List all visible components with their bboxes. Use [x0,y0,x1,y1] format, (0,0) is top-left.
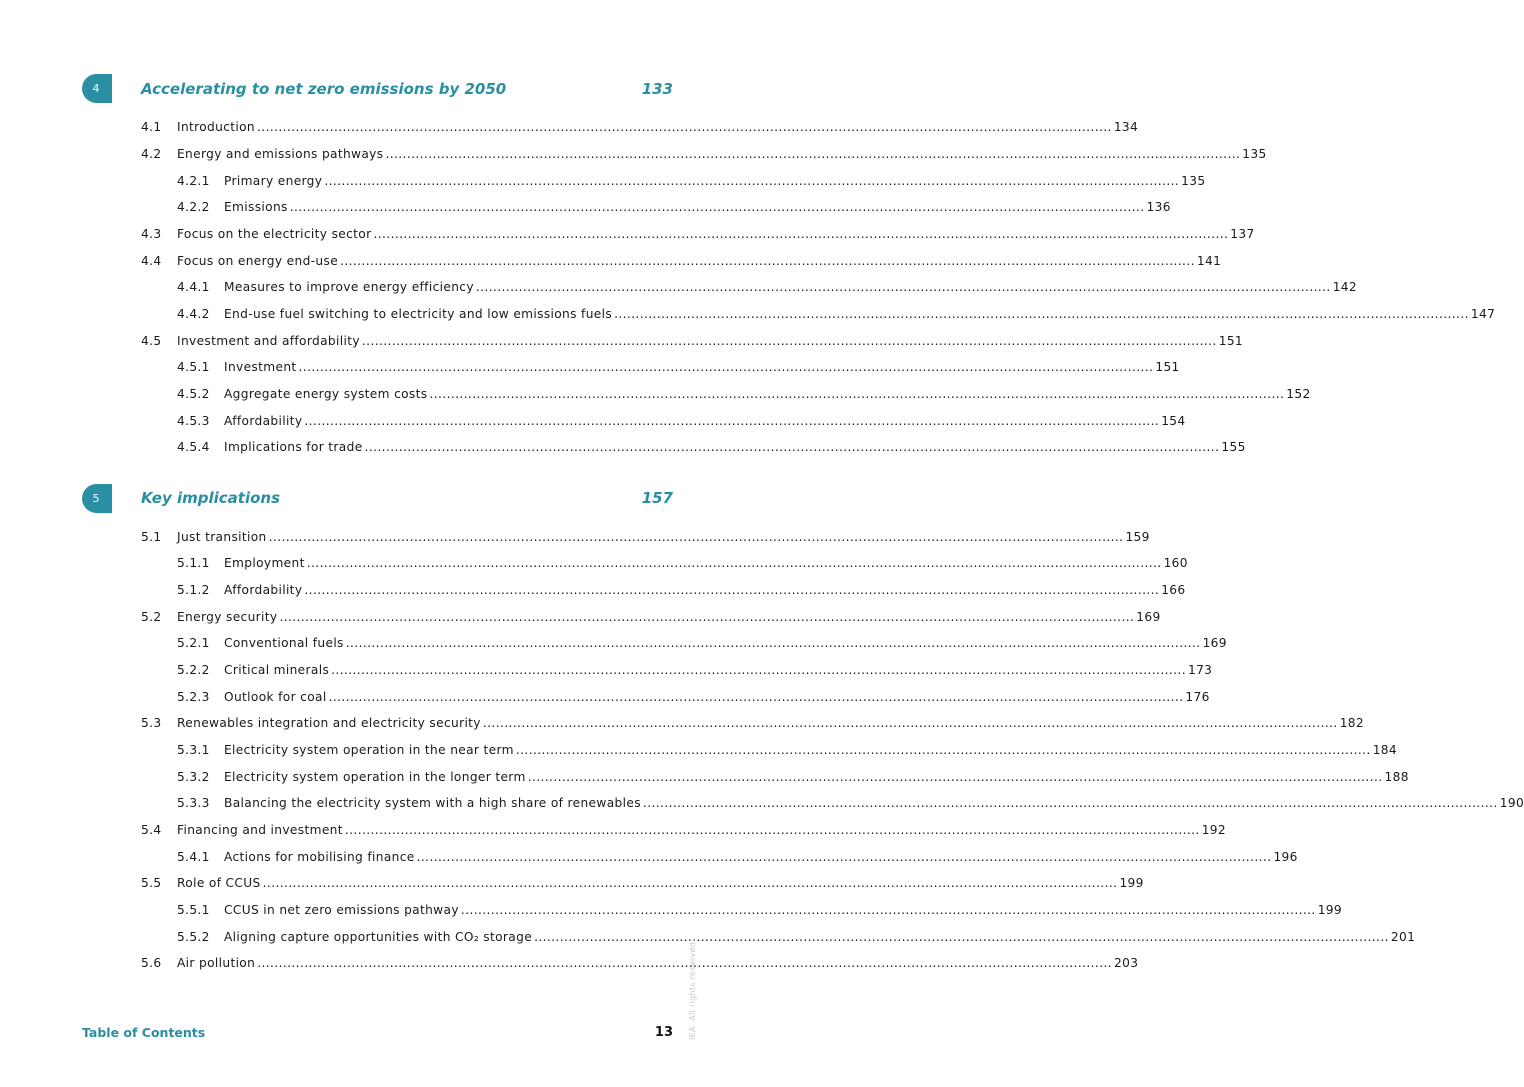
toc-entry[interactable] [177,306,1496,322]
section-number: 5.2 [141,610,162,624]
section-page: 199 [1119,876,1144,890]
dot-leader: ........................................................................................................................................................................................................ [385,147,1241,161]
section-number: 5.1 [141,530,162,544]
toc-entry[interactable] [177,902,1343,918]
section-number: 4.1 [141,120,162,134]
chapter-page-number: 157 [641,489,673,507]
section-title: End-use fuel switching to electricity and low emissions fuels [224,307,613,321]
footer-page-number: 13 [654,1025,673,1040]
section-page: 166 [1161,583,1186,597]
section-page: 196 [1273,850,1298,864]
section-number: 5.5 [141,876,162,890]
section-title: Electricity system operation in the near term [224,743,514,757]
dot-leader: ........................................................................................................................................................................................................ [475,280,1331,294]
dot-leader: ........................................................................................................................................................................................................ [345,636,1201,650]
section-number: 5.2.3 [177,690,210,704]
toc-entry[interactable] [177,279,1358,295]
section-title: Renewables integration and electricity security [177,716,481,730]
toc-entry[interactable] [141,253,1222,269]
section-title: Air pollution [177,956,256,970]
dot-leader: ........................................................................................................................................................................................................ [324,174,1180,188]
section-page: 184 [1372,743,1397,757]
dot-leader: ........................................................................................................................................................................................................ [328,690,1184,704]
section-title: CCUS in net zero emissions pathway [224,903,459,917]
section-number: 4.2.2 [177,200,210,214]
section-page: 154 [1161,414,1186,428]
dot-leader: ........................................................................................................................................................................................................ [614,307,1469,321]
section-number: 4.4.1 [177,280,210,294]
section-title: Introduction [177,120,256,134]
section-number: 5.4.1 [177,850,210,864]
dot-leader: ........................................................................................................................................................................................................ [340,254,1195,268]
section-page: 141 [1196,254,1222,268]
section-number: 5.3.1 [177,743,210,757]
section-title: Focus on the electricity sector [177,227,372,241]
chapter-title[interactable]: Key implications [141,489,281,507]
dot-leader: ........................................................................................................................................................................................................ [262,876,1118,890]
toc-entry[interactable] [177,439,1246,455]
section-title: Outlook for coal [224,690,327,704]
section-page: 151 [1155,360,1180,374]
toc-entry[interactable] [177,199,1171,215]
dot-leader: ........................................................................................................................................................................................................ [257,956,1113,970]
toc-entry[interactable] [177,582,1186,598]
section-number: 4.5.2 [177,387,210,401]
section-number: 4.4.2 [177,307,210,321]
section-title: Affordability [224,414,303,428]
toc-entry[interactable] [177,413,1186,429]
toc-entry[interactable] [177,742,1397,758]
dot-leader: ........................................................................................................................................................................................................ [534,930,1389,944]
section-page: 147 [1470,307,1496,321]
toc-entry[interactable] [141,146,1267,162]
section-title: Primary energy [224,174,323,188]
toc-entry[interactable] [141,822,1226,838]
section-title: Emissions [224,200,288,214]
section-number: 4.5.4 [177,440,210,454]
toc-entry[interactable] [141,875,1144,891]
dot-leader: ........................................................................................................................................................................................................ [527,770,1383,784]
section-page: 173 [1187,663,1213,677]
dot-leader: ........................................................................................................................................................................................................ [304,583,1160,597]
section-page: 201 [1390,930,1416,944]
section-title: Role of CCUS [177,876,261,890]
dot-leader: ........................................................................................................................................................................................................ [344,823,1200,837]
toc-entry[interactable] [177,795,1524,811]
section-number: 4.2.1 [177,174,210,188]
toc-entry[interactable] [177,929,1416,945]
toc-entry[interactable] [141,529,1150,545]
toc-entry[interactable] [141,609,1161,625]
section-title: Investment [224,360,297,374]
section-title: Implications for trade [224,440,363,454]
section-page: 192 [1201,823,1226,837]
section-number: 5.3.3 [177,796,210,810]
section-number: 4.5.1 [177,360,210,374]
section-page: 188 [1384,770,1409,784]
dot-leader: ........................................................................................................................................................................................................ [257,120,1112,134]
section-number: 5.2.2 [177,663,210,677]
chapter-title[interactable]: Accelerating to net zero emissions by 2050 [141,80,507,98]
toc-entry[interactable] [141,226,1255,242]
section-title: Conventional fuels [224,636,344,650]
section-number: 4.2 [141,147,162,161]
dot-leader: ........................................................................................................................................................................................................ [331,663,1186,677]
dot-leader: ........................................................................................................................................................................................................ [298,360,1154,374]
section-title: Critical minerals [224,663,330,677]
section-number: 5.1.1 [177,556,210,570]
dot-leader: ........................................................................................................................................................................................................ [429,387,1285,401]
section-number: 5.5.2 [177,930,210,944]
section-number: 5.6 [141,956,162,970]
section-title: Financing and investment [177,823,343,837]
section-title: Employment [224,556,305,570]
section-page: 169 [1136,610,1161,624]
section-title: Electricity system operation in the longer term [224,770,526,784]
section-title: Just transition [177,530,267,544]
copyright-watermark: IEA. All rights reserved. [688,939,697,1040]
section-title: Aggregate energy system costs [224,387,428,401]
section-number: 4.4 [141,254,162,268]
toc-entry[interactable] [141,119,1139,135]
toc-entry[interactable] [177,662,1213,678]
section-number: 4.5 [141,334,162,348]
section-number: 5.4 [141,823,162,837]
dot-leader: ........................................................................................................................................................................................................ [460,903,1316,917]
dot-leader: ........................................................................................................................................................................................................ [304,414,1160,428]
toc-entry[interactable] [177,555,1188,571]
toc-entry[interactable] [141,333,1244,349]
section-page: 136 [1146,200,1171,214]
section-number: 5.5.1 [177,903,210,917]
dot-leader: ........................................................................................................................................................................................................ [364,440,1220,454]
chapter-number-badge: 5 [82,484,112,513]
section-page: 190 [1499,796,1524,810]
dot-leader: ........................................................................................................................................................................................................ [373,227,1229,241]
section-title: Investment and affordability [177,334,360,348]
section-title: Energy security [177,610,278,624]
section-page: 151 [1218,334,1244,348]
dot-leader: ........................................................................................................................................................................................................ [515,743,1371,757]
section-number: 4.5.3 [177,414,210,428]
dot-leader: ........................................................................................................................................................................................................ [482,716,1338,730]
section-number: 5.1.2 [177,583,210,597]
toc-entry[interactable] [141,715,1364,731]
section-page: 176 [1185,690,1210,704]
section-title: Actions for mobilising finance [224,850,415,864]
section-page: 152 [1286,387,1311,401]
section-title: Energy and emissions pathways [177,147,384,161]
dot-leader: ........................................................................................................................................................................................................ [361,334,1217,348]
section-number: 4.3 [141,227,162,241]
dot-leader: ........................................................................................................................................................................................................ [289,200,1145,214]
section-number: 5.2.1 [177,636,210,650]
section-title: Affordability [224,583,303,597]
section-title: Focus on energy end-use [177,254,339,268]
dot-leader: ........................................................................................................................................................................................................ [268,530,1124,544]
toc-entry[interactable] [141,955,1139,971]
section-page: 159 [1125,530,1150,544]
section-title: Balancing the electricity system with a high share of renewables [224,796,641,810]
section-page: 169 [1202,636,1227,650]
toc-entry[interactable] [177,173,1206,189]
dot-leader: ........................................................................................................................................................................................................ [416,850,1272,864]
section-number: 5.3 [141,716,162,730]
chapter-number-badge: 4 [82,74,112,103]
dot-leader: ........................................................................................................................................................................................................ [642,796,1498,810]
toc-entry[interactable] [177,769,1409,785]
section-page: 203 [1114,956,1139,970]
toc-entry[interactable] [177,689,1210,705]
section-page: 155 [1221,440,1246,454]
toc-entry[interactable] [177,359,1180,375]
section-page: 182 [1339,716,1364,730]
section-title: Aligning capture opportunities with CO₂ storage [224,930,533,944]
toc-entry[interactable] [177,635,1227,651]
section-number: 5.3.2 [177,770,210,784]
footer-section-label: Table of Contents [82,1025,206,1040]
chapter-page-number: 133 [641,80,673,98]
section-page: 135 [1242,147,1267,161]
section-page: 160 [1163,556,1188,570]
toc-entry[interactable] [177,849,1298,865]
dot-leader: ........................................................................................................................................................................................................ [279,610,1135,624]
section-page: 135 [1181,174,1206,188]
section-page: 142 [1332,280,1358,294]
toc-entry[interactable] [177,386,1311,402]
section-page: 134 [1113,120,1139,134]
section-title: Measures to improve energy efficiency [224,280,474,294]
section-page: 199 [1317,903,1343,917]
section-page: 137 [1230,227,1255,241]
dot-leader: ........................................................................................................................................................................................................ [306,556,1162,570]
